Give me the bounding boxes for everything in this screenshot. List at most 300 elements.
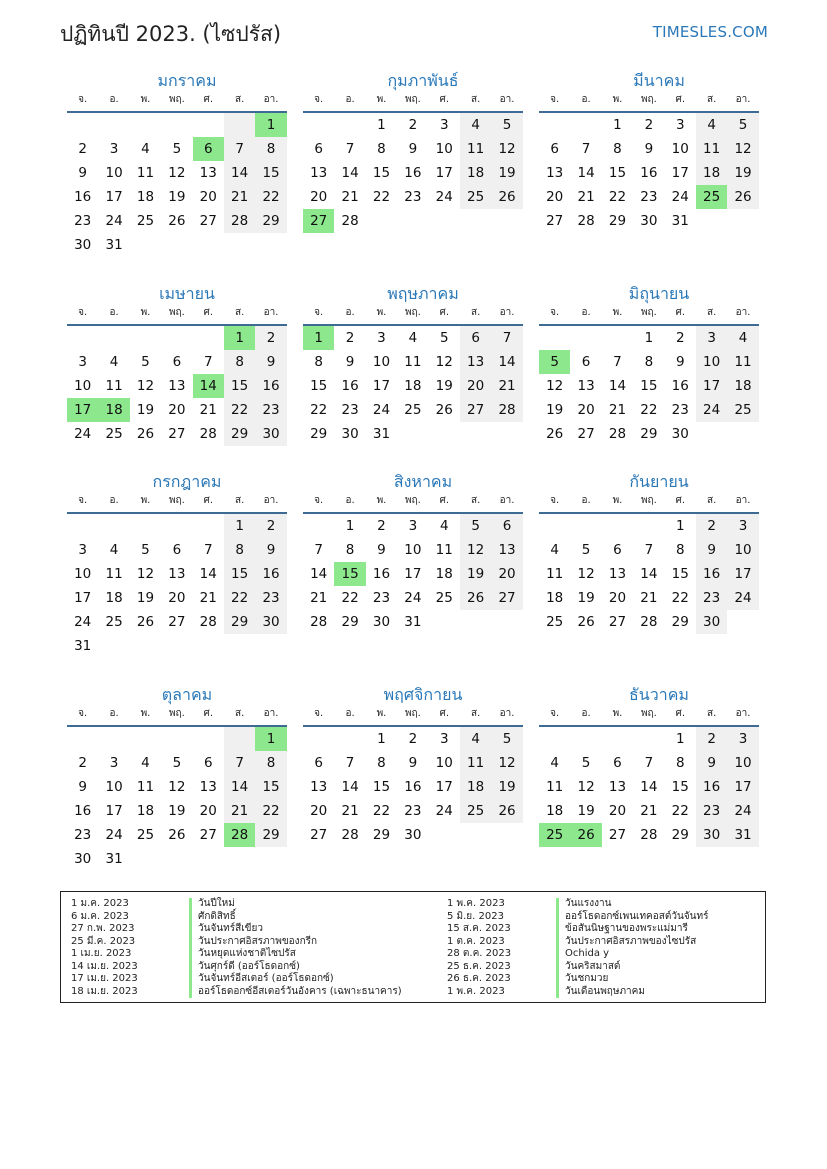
day-cell: 5 — [172, 141, 182, 157]
weekday-label: พ. — [140, 307, 151, 318]
day-cell: 15 — [671, 566, 689, 582]
day-cell: 13 — [577, 378, 595, 394]
weekday-header — [303, 706, 523, 727]
day-cell: 9 — [696, 538, 727, 562]
weekday-label: พฤ. — [640, 94, 657, 105]
day-cell: 24 — [435, 803, 453, 819]
day-cell: 25 — [727, 398, 758, 422]
month-name: กรกฎาคม — [152, 472, 222, 491]
month-block — [303, 684, 523, 847]
empty-cell — [161, 727, 192, 751]
day-cell: 10 — [74, 566, 92, 582]
day-cell: 1 — [224, 514, 255, 538]
empty-cell — [570, 113, 601, 137]
day-cell: 24 — [671, 189, 689, 205]
day-cell: 9 — [408, 141, 418, 157]
empty-cell — [193, 113, 224, 137]
day-grid — [303, 727, 523, 847]
day-cell: 22 — [372, 803, 391, 819]
day-cell: 12 — [136, 566, 155, 582]
day-cell: 14 — [491, 350, 522, 374]
day-cell: 11 — [136, 165, 155, 181]
day-cell: 4 — [550, 755, 559, 771]
weekday-label: ศ. — [439, 94, 450, 105]
day-cell: 2 — [255, 514, 286, 538]
day-cell: 19 — [136, 402, 155, 418]
day-cell: 24 — [105, 213, 123, 229]
month-name: พฤษภาคม — [387, 284, 459, 303]
weekday-label: อา. — [735, 708, 751, 719]
day-cell: 23 — [74, 827, 92, 843]
day-cell: 29 — [224, 422, 255, 446]
day-cell: 26 — [460, 586, 491, 610]
day-cell: 5 — [439, 330, 449, 346]
day-cell: 21 — [341, 189, 359, 205]
legend-date: 5 มิ.ย. 2023 — [447, 910, 504, 922]
day-cell: 17 — [74, 590, 92, 606]
day-cell: 2 — [675, 330, 685, 346]
day-cell: 20 — [310, 803, 328, 819]
day-cell: 3 — [696, 326, 727, 350]
day-cell: 2 — [408, 731, 418, 747]
weekday-label: พฤ. — [404, 94, 421, 105]
day-cell: 26 — [727, 185, 758, 209]
day-cell: 6 — [491, 514, 522, 538]
empty-cell — [334, 113, 365, 137]
day-cell: 16 — [74, 803, 92, 819]
legend-date: 1 ม.ค. 2023 — [71, 898, 129, 909]
day-cell: 12 — [435, 354, 453, 370]
day-cell: 5 — [491, 113, 522, 137]
legend-date: 6 ม.ค. 2023 — [71, 910, 129, 922]
day-cell: 26 — [577, 614, 595, 630]
day-cell: 31 — [404, 614, 422, 630]
weekday-label: ศ. — [675, 307, 686, 318]
day-cell: 14 — [577, 165, 595, 181]
day-cell: 15 — [224, 562, 255, 586]
month-name: กันยายน — [629, 472, 689, 491]
day-cell: 16 — [404, 165, 422, 181]
day-cell: 14 — [341, 779, 359, 795]
day-cell: 5 — [581, 755, 591, 771]
empty-cell — [539, 326, 570, 350]
empty-cell — [602, 514, 633, 538]
empty-cell — [67, 113, 98, 137]
day-cell: 18 — [136, 803, 155, 819]
empty-cell — [67, 727, 98, 751]
day-cell: 3 — [109, 141, 119, 157]
day-cell: 22 — [671, 590, 689, 606]
day-cell: 20 — [608, 803, 627, 819]
day-cell: 21 — [640, 803, 658, 819]
day-cell: 14 — [640, 566, 658, 582]
day-cell: 13 — [460, 350, 491, 374]
empty-cell — [193, 727, 224, 751]
weekday-label: อ. — [109, 708, 119, 719]
empty-cell — [602, 727, 633, 751]
day-cell: 7 — [644, 542, 654, 558]
day-cell: 9 — [696, 751, 727, 775]
day-cell: 30 — [640, 213, 658, 229]
legend-holiday-name: วันจันทร์อีสเตอร์ (ออร์โธดอกซ์) — [189, 973, 402, 986]
legend-holiday-name: วันแรงงาน — [556, 898, 708, 911]
day-cell: 2 — [696, 514, 727, 538]
day-cell: 1 — [255, 727, 286, 751]
day-cell: 3 — [377, 330, 386, 346]
day-cell: 30 — [696, 610, 727, 634]
weekday-label: อา. — [263, 495, 279, 506]
day-cell: 4 — [408, 330, 418, 346]
day-cell: 22 — [224, 398, 255, 422]
weekday-header — [539, 305, 759, 326]
empty-cell — [130, 727, 161, 751]
day-cell: 20 — [168, 590, 186, 606]
legend-date: 25 ธ.ค. 2023 — [447, 960, 511, 972]
empty-cell — [161, 113, 192, 137]
day-cell: 8 — [255, 751, 286, 775]
day-cell: 28 — [199, 614, 217, 630]
day-cell: 31 — [372, 426, 391, 442]
empty-cell — [570, 727, 601, 751]
weekday-label: จ. — [78, 307, 88, 318]
day-cell: 20 — [491, 562, 522, 586]
day-cell: 23 — [696, 799, 727, 823]
legend-date: 15 ส.ค. 2023 — [447, 923, 511, 934]
day-cell: 2 — [78, 141, 87, 157]
day-cell: 29 — [341, 614, 359, 630]
weekday-label: พฤ. — [640, 495, 657, 506]
day-cell: 7 — [203, 354, 213, 370]
day-cell: 29 — [310, 426, 328, 442]
day-cell: 13 — [199, 165, 217, 181]
legend-date: 28 ต.ค. 2023 — [447, 948, 512, 959]
day-cell: 23 — [74, 213, 92, 229]
day-cell: 7 — [224, 751, 255, 775]
day-cell: 28 — [341, 827, 359, 843]
day-cell: 31 — [105, 237, 123, 253]
empty-cell — [633, 514, 664, 538]
legend-holiday-name: วันปีใหม่ — [189, 898, 402, 911]
day-cell: 23 — [341, 402, 359, 418]
day-cell: 27 — [608, 827, 627, 843]
day-cell: 4 — [141, 141, 150, 157]
day-cell: 13 — [168, 566, 186, 582]
day-cell: 28 — [640, 827, 658, 843]
weekday-label: ส. — [471, 94, 481, 105]
day-cell: 19 — [460, 562, 491, 586]
day-cell: 12 — [577, 779, 595, 795]
empty-cell — [161, 514, 192, 538]
day-cell: 24 — [404, 590, 422, 606]
weekday-label: พ. — [612, 495, 623, 506]
empty-cell — [193, 514, 224, 538]
weekday-label: อา. — [735, 94, 751, 105]
day-grid — [303, 326, 523, 446]
day-cell: 13 — [310, 779, 328, 795]
legend-holiday-name: วันเดือนพฤษภาคม — [556, 986, 708, 999]
weekday-label: ศ. — [203, 495, 214, 506]
day-cell: 26 — [435, 402, 453, 418]
weekday-label: ส. — [235, 94, 245, 105]
day-cell: 20 — [168, 402, 186, 418]
day-cell: 30 — [696, 823, 727, 847]
day-cell: 27 — [168, 614, 186, 630]
weekday-header — [539, 92, 759, 113]
day-cell: 17 — [696, 374, 727, 398]
day-cell: 24 — [435, 189, 453, 205]
day-cell: 20 — [546, 189, 564, 205]
page-title: ปฏิทินปี 2023. (ไซปรัส) — [60, 22, 282, 46]
empty-cell — [334, 727, 365, 751]
weekday-label: อ. — [109, 307, 119, 318]
day-cell: 18 — [727, 374, 758, 398]
day-cell: 10 — [435, 141, 453, 157]
day-cell: 10 — [727, 538, 758, 562]
weekday-label: พฤ. — [168, 495, 185, 506]
empty-cell — [67, 514, 98, 538]
day-cell: 12 — [491, 751, 522, 775]
day-cell: 25 — [136, 827, 155, 843]
day-cell: 25 — [460, 799, 491, 823]
day-grid — [539, 514, 759, 634]
day-cell: 24 — [727, 799, 758, 823]
day-cell: 21 — [640, 590, 658, 606]
day-cell: 30 — [74, 851, 92, 867]
empty-cell — [602, 326, 633, 350]
day-cell: 20 — [310, 189, 328, 205]
legend-holiday-name: วันหยุดแห่งชาติไซปรัส — [189, 948, 402, 961]
weekday-label: ส. — [707, 94, 717, 105]
day-cell: 3 — [727, 727, 758, 751]
month-block — [539, 471, 759, 634]
month-name: มิถุนายน — [628, 284, 690, 303]
day-cell: 26 — [491, 185, 522, 209]
weekday-label: ศ. — [675, 708, 686, 719]
day-cell: 8 — [675, 755, 685, 771]
legend-date: 18 เม.ย. 2023 — [71, 985, 138, 997]
legend-date: 1 พ.ค. 2023 — [447, 898, 505, 909]
weekday-label: จ. — [314, 708, 324, 719]
day-cell: 18 — [460, 161, 491, 185]
day-cell: 22 — [310, 402, 328, 418]
day-cell: 17 — [105, 189, 123, 205]
day-cell: 12 — [577, 566, 595, 582]
day-cell: 6 — [550, 141, 559, 157]
weekday-label: พฤ. — [168, 94, 185, 105]
day-cell: 23 — [671, 402, 689, 418]
weekday-header — [67, 92, 287, 113]
weekday-label: พ. — [376, 495, 387, 506]
day-cell: 14 — [224, 775, 255, 799]
day-cell: 25 — [136, 213, 155, 229]
day-cell: 13 — [546, 165, 564, 181]
weekday-label: ส. — [471, 708, 481, 719]
day-cell: 15 — [372, 165, 391, 181]
day-cell: 18 — [546, 803, 564, 819]
weekday-header — [539, 706, 759, 727]
day-cell: 22 — [224, 586, 255, 610]
weekday-label: ศ. — [203, 94, 214, 105]
day-cell: 23 — [255, 398, 286, 422]
day-cell: 25 — [105, 614, 123, 630]
day-cell: 3 — [439, 731, 449, 747]
day-cell: 10 — [671, 141, 689, 157]
day-cell: 6 — [314, 141, 323, 157]
weekday-label: ศ. — [675, 94, 686, 105]
day-cell: 7 — [491, 326, 522, 350]
day-cell: 15 — [671, 779, 689, 795]
day-grid — [303, 514, 523, 634]
day-cell: 28 — [577, 213, 595, 229]
month-block — [539, 283, 759, 446]
day-cell: 30 — [255, 422, 286, 446]
day-cell: 11 — [460, 137, 491, 161]
day-cell: 27 — [546, 213, 564, 229]
weekday-label: อา. — [499, 94, 515, 105]
day-cell: 11 — [727, 350, 758, 374]
weekday-label: พฤ. — [168, 708, 185, 719]
month-block — [67, 70, 287, 257]
empty-cell — [539, 727, 570, 751]
legend-names-right — [556, 898, 708, 998]
day-cell: 29 — [224, 610, 255, 634]
empty-cell — [303, 727, 334, 751]
day-cell: 21 — [608, 402, 627, 418]
weekday-label: ศ. — [203, 307, 214, 318]
day-cell: 28 — [491, 398, 522, 422]
day-cell: 21 — [224, 185, 255, 209]
day-cell: 19 — [546, 402, 564, 418]
day-cell: 7 — [345, 755, 355, 771]
weekday-label: อ. — [581, 94, 591, 105]
day-cell: 23 — [255, 586, 286, 610]
weekday-label: อ. — [345, 708, 355, 719]
day-cell: 31 — [727, 823, 758, 847]
day-cell: 19 — [577, 590, 595, 606]
day-cell: 1 — [345, 518, 355, 534]
month-name: เมษายน — [159, 284, 215, 303]
day-cell: 19 — [435, 378, 453, 394]
empty-cell — [130, 514, 161, 538]
day-cell: 26 — [168, 213, 186, 229]
day-cell: 6 — [203, 755, 213, 771]
day-cell: 8 — [345, 542, 355, 558]
day-cell: 8 — [675, 542, 685, 558]
empty-cell — [633, 727, 664, 751]
weekday-label: ส. — [707, 708, 717, 719]
day-cell: 11 — [435, 542, 453, 558]
day-grid — [67, 326, 287, 446]
month-block — [67, 471, 287, 658]
day-cell: 1 — [644, 330, 654, 346]
weekday-label: พฤ. — [168, 307, 185, 318]
day-cell: 17 — [671, 165, 689, 181]
day-cell: 25 — [539, 823, 570, 847]
day-cell: 6 — [613, 542, 622, 558]
day-cell: 18 — [105, 590, 123, 606]
day-cell: 10 — [435, 755, 453, 771]
day-cell: 7 — [644, 755, 654, 771]
weekday-header — [67, 493, 287, 514]
day-cell: 25 — [546, 614, 564, 630]
day-cell: 9 — [644, 141, 654, 157]
day-cell: 6 — [172, 542, 182, 558]
day-cell: 19 — [168, 189, 186, 205]
day-cell: 3 — [439, 117, 449, 133]
weekday-label: ศ. — [439, 307, 450, 318]
day-cell: 24 — [696, 398, 727, 422]
month-block — [67, 283, 287, 446]
day-cell: 13 — [608, 779, 627, 795]
day-cell: 11 — [546, 566, 564, 582]
day-cell: 21 — [341, 803, 359, 819]
empty-cell — [98, 514, 129, 538]
day-cell: 18 — [546, 590, 564, 606]
empty-cell — [570, 326, 601, 350]
weekday-label: จ. — [314, 94, 324, 105]
day-cell: 9 — [675, 354, 685, 370]
day-cell: 21 — [199, 590, 217, 606]
day-cell: 23 — [404, 189, 422, 205]
empty-cell — [130, 326, 161, 350]
day-cell: 28 — [199, 426, 217, 442]
legend-names-left — [189, 898, 402, 998]
day-cell: 9 — [377, 542, 386, 558]
empty-cell — [570, 514, 601, 538]
brand-link[interactable]: TIMESLES.COM — [652, 23, 768, 41]
holiday-legend — [60, 891, 766, 1003]
day-cell: 16 — [255, 562, 286, 586]
day-cell: 5 — [141, 542, 150, 558]
day-cell: 15 — [608, 165, 627, 181]
weekday-label: อ. — [345, 94, 355, 105]
day-cell: 12 — [727, 137, 758, 161]
day-cell: 12 — [168, 779, 186, 795]
day-cell: 8 — [613, 141, 622, 157]
day-cell: 10 — [404, 542, 422, 558]
day-cell: 17 — [67, 398, 98, 422]
day-cell: 17 — [372, 378, 391, 394]
day-cell: 16 — [255, 374, 286, 398]
weekday-label: ศ. — [439, 495, 450, 506]
day-cell: 4 — [696, 113, 727, 137]
day-cell: 23 — [404, 803, 422, 819]
day-cell: 27 — [310, 827, 328, 843]
day-cell: 3 — [675, 117, 685, 133]
weekday-label: อ. — [581, 495, 591, 506]
day-cell: 11 — [546, 779, 564, 795]
weekday-label: อา. — [499, 708, 515, 719]
day-cell: 4 — [460, 727, 491, 751]
day-cell: 19 — [136, 590, 155, 606]
day-cell: 22 — [255, 799, 286, 823]
month-block — [303, 70, 523, 233]
day-cell: 11 — [105, 378, 123, 394]
day-cell: 14 — [310, 566, 328, 582]
weekday-label: อ. — [581, 708, 591, 719]
month-block — [303, 471, 523, 634]
empty-cell — [67, 326, 98, 350]
day-cell: 24 — [105, 827, 123, 843]
weekday-label: จ. — [550, 307, 560, 318]
weekday-label: ส. — [471, 495, 481, 506]
day-cell: 28 — [224, 209, 255, 233]
day-cell: 25 — [460, 185, 491, 209]
day-cell: 15 — [224, 374, 255, 398]
weekday-label: ศ. — [439, 708, 450, 719]
day-grid — [67, 514, 287, 658]
day-cell: 31 — [105, 851, 123, 867]
